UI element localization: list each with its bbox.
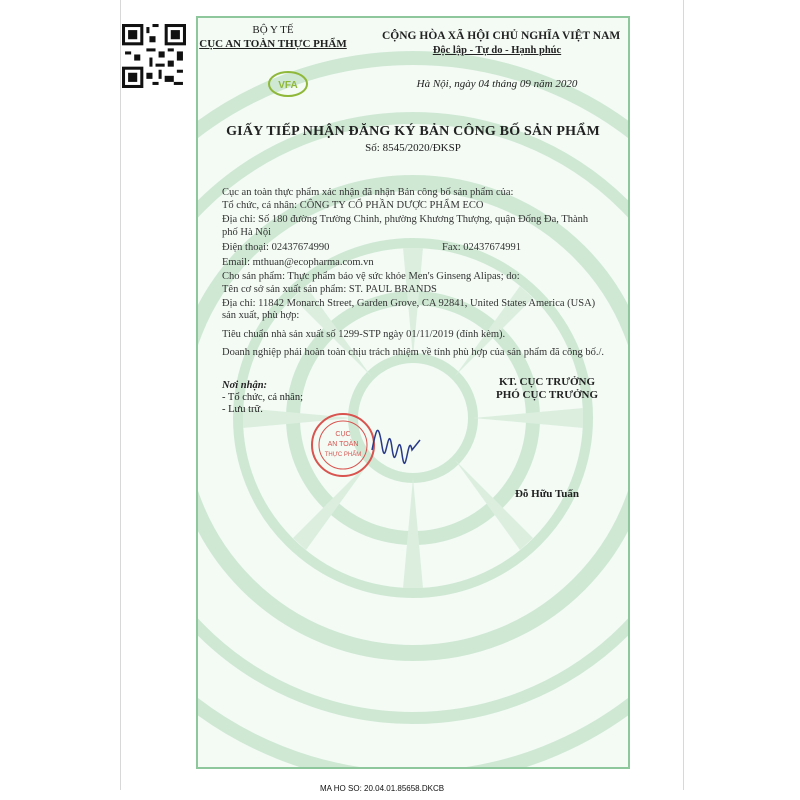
org-line: Tổ chức, cá nhân: CÔNG TY CỔ PHẦN DƯỢC PHẨM ECO — [222, 200, 484, 211]
product-line: Cho sản phẩm: Thực phẩm bảo vệ sức khỏe Men's Ginseng Alipas; do: — [222, 271, 520, 282]
motto: Độc lập - Tự do - Hạnh phúc — [432, 45, 562, 56]
ministry-name: BỘ Y TẾ — [252, 24, 294, 36]
manufacturer-line: Tên cơ sở sản xuất sản phẩm: ST. PAUL BRANDS — [222, 284, 437, 295]
document-number: Số: 8545/2020/ĐKSP — [365, 142, 461, 154]
intro-line: Cục an toàn thực phẩm xác nhận đã nhận Bản công bố sản phẩm của: — [222, 187, 514, 198]
handwritten-signature — [368, 410, 428, 470]
responsibility-line: Doanh nghiệp phải hoàn toàn chịu trách nhiệm về tính phù hợp của sản phẩm đã công bố./. — [222, 347, 604, 358]
signer-role-1: KT. CỤC TRƯỞNG — [498, 376, 596, 388]
place-date: Hà Nội, ngày 04 tháng 09 năm 2020 — [416, 78, 578, 90]
manufacturer-address-line-2: sản xuất, phù hợp: — [222, 310, 300, 321]
address-line-2: phố Hà Nội — [222, 227, 271, 238]
recipient-item: - Lưu trữ. — [222, 404, 263, 415]
svg-text:THỰC PHẨM: THỰC PHẨM — [324, 452, 362, 458]
phone-line: Điện thoại: 02437674990 — [222, 242, 330, 253]
standard-line: Tiêu chuẩn nhà sản xuất số 1299-STP ngày 01/11/2019 (đính kèm). — [222, 329, 506, 340]
agency-name: CỤC AN TOÀN THỰC PHẨM — [199, 38, 347, 50]
document-title: GIẤY TIẾP NHẬN ĐĂNG KÝ BẢN CÔNG BỐ SẢN PHẨM — [226, 124, 600, 139]
red-seal-stamp — [310, 412, 376, 478]
svg-text:AN TOÀN: AN TOÀN — [327, 441, 359, 448]
signer-name: Đỗ Hữu Tuấn — [514, 488, 580, 500]
qr-code — [122, 24, 186, 88]
certificate-frame — [196, 16, 630, 769]
svg-text:CỤC: CỤC — [335, 431, 351, 438]
svg-text:VFA: VFA — [278, 80, 298, 91]
dossier-code: MA HO SO: 20.04.01.85658.DKCB — [320, 784, 445, 793]
country-name: CỘNG HÒA XÃ HỘI CHỦ NGHĨA VIỆT NAM — [382, 30, 621, 42]
vfa-logo — [268, 70, 308, 98]
recipient-item: - Tổ chức, cá nhân; — [222, 392, 304, 403]
recipients-heading: Nơi nhận: — [222, 380, 268, 391]
address-line-1: Địa chỉ: Số 180 đường Trường Chinh, phường Khương Thượng, quận Đống Đa, Thành — [222, 214, 589, 225]
signer-role-2: PHÓ CỤC TRƯỞNG — [495, 389, 599, 401]
email-line: Email: mthuan@ecopharma.com.vn — [222, 257, 374, 268]
fax-line: Fax: 02437674991 — [442, 242, 522, 253]
manufacturer-address-line-1: Địa chỉ: 11842 Monarch Street, Garden Grove, CA 92841, United States America (USA) — [222, 298, 596, 309]
